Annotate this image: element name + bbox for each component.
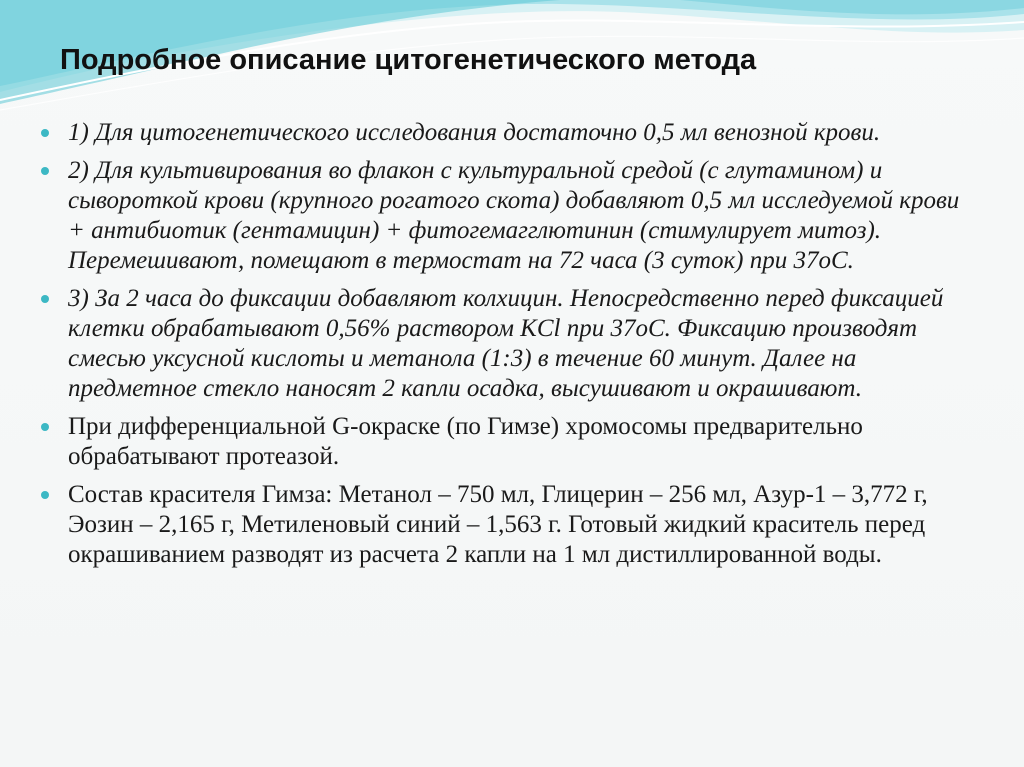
bullet-dot-icon	[41, 295, 49, 303]
bullet-dot-icon	[41, 129, 49, 137]
bullet-item-3	[40, 284, 970, 404]
bullet-dot-icon	[41, 491, 49, 499]
bullet-text: 3) За 2 часа до фиксации добавляют колхицин. Непосредственно перед фиксацией клетки обрабатывают 0,56% раствором KCl при 37оС. Фиксацию производят смесью уксусной кислоты и метанола (1:3) в течение 60 минут. Далее на предметное стекло наносят 2 капли осадка, высушивают и окрашивают.	[68, 285, 944, 402]
bullet-item-2	[40, 156, 970, 276]
bullet-text: Состав красителя Гимза: Метанол – 750 мл, Глицерин – 256 мл, Азур-1 – 3,772 г, Эозин – 2,165 г, Метиленовый синий – 1,563 г. Готовый жидкий краситель перед окрашиванием разводят из расчета 2 капли на 1 мл дистиллированной воды.	[68, 481, 928, 568]
bullet-item-4	[40, 412, 970, 472]
bullet-list	[40, 118, 970, 578]
bullet-item-1	[40, 118, 970, 148]
bullet-dot-icon	[41, 167, 49, 175]
bullet-text: При дифференциальной G-окраске (по Гимзе) хромосомы предварительно обрабатывают протеазой.	[68, 413, 863, 470]
bullet-text: 2) Для культивирования во флакон с культуральной средой (с глутамином) и сывороткой крови (крупного рогатого скота) добавляют 0,5 мл исследуемой крови + антибиотик (гентамицин) + фитогемагглютинин (стимулирует митоз). Перемешивают, помещают в термостат на 72 часа (3 суток) при 37оС.	[68, 157, 960, 274]
slide-title: Подробное описание цитогенетического метода	[60, 44, 757, 76]
bullet-item-5	[40, 480, 970, 570]
bullet-dot-icon	[41, 423, 49, 431]
bullet-text: 1) Для цитогенетического исследования достаточно 0,5 мл венозной крови.	[68, 119, 881, 146]
